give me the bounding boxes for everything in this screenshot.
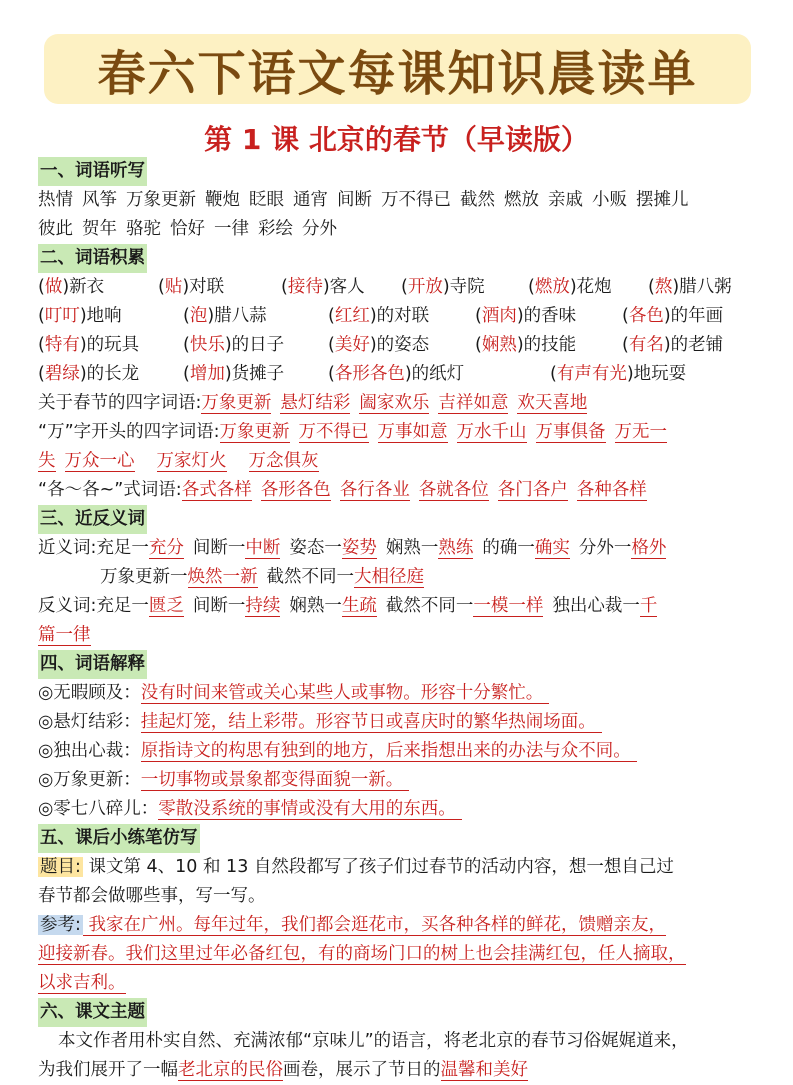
phrase-answer: 美好: [334, 335, 370, 355]
phrase-word: 的技能: [523, 335, 577, 355]
pair-word: 充足一: [96, 596, 149, 616]
antonym-line-2: 篇一律: [38, 625, 91, 645]
dictation-word: 一律: [214, 219, 249, 239]
dictation-line-1: [38, 186, 760, 215]
pair-word: 截然不同一: [266, 567, 354, 587]
section-title-4: 四、词语解释: [38, 650, 760, 679]
bracket: (: [648, 277, 655, 297]
pair-answer: 熟练: [438, 538, 474, 558]
dictation-word: 彩绘: [258, 219, 293, 239]
phrase-answer: 增加: [189, 364, 225, 384]
dictation-word: 燃放: [504, 190, 539, 210]
answer-word: 欢天喜地: [517, 393, 588, 413]
phrase-word: 对联: [189, 277, 225, 297]
answer-word: 各形各色: [260, 480, 331, 500]
word-pair: [482, 538, 570, 558]
phrase-answer: 有声有光: [556, 364, 627, 384]
phrase-word: 的香味: [523, 306, 577, 326]
phrase-item: [622, 302, 723, 331]
wan-words-line: “万”字开头的四字词语:万象更新 万不得已 万事如意 万水千山 万事俱备 万无一: [38, 422, 668, 442]
phrase-answer: 燃放: [534, 277, 570, 297]
pair-answer: 生疏: [341, 596, 377, 616]
synonym-line-2: [38, 563, 760, 592]
pair-answer: 大相径庭: [354, 567, 424, 587]
definition-item: [38, 679, 760, 708]
bracket: (: [38, 364, 45, 384]
pair-answer: 一模一样: [473, 596, 544, 616]
phrase-answer: 酒肉: [481, 306, 517, 326]
word-pair: [552, 596, 657, 616]
answer-word: 吉祥如意: [438, 393, 509, 413]
word-pair: [289, 596, 377, 616]
bracket: ): [322, 277, 330, 297]
theme-paragraph-line-2: 为我们展开了一幅老北京的民俗画卷，展示了节日的温馨和美好: [38, 1060, 528, 1080]
dictation-word: 通宵: [293, 190, 328, 210]
bracket: (: [328, 335, 335, 355]
dictation-word: 彼此: [38, 219, 73, 239]
definition-text: 没有时间来管或关心某些人或事物。形容十分繁忙。: [141, 683, 550, 704]
word-pair: [386, 596, 544, 616]
answer-word: 各种各样: [576, 480, 647, 500]
bracket: (: [38, 306, 45, 326]
definition-item: [38, 766, 760, 795]
dictation-word: 贺年: [82, 219, 117, 239]
bracket: ): [369, 306, 377, 326]
bracket: ): [626, 364, 634, 384]
word-pair: [96, 538, 184, 558]
answer-word: 万念俱灰: [248, 451, 319, 471]
section-title-5: 五、课后小练笔仿写: [38, 824, 760, 853]
bracket: (: [183, 364, 190, 384]
phrase-row: [38, 302, 760, 331]
phrase-word: 新衣: [69, 277, 105, 297]
definition-item: [38, 795, 760, 824]
bracket: (: [328, 364, 335, 384]
theme-paragraph-line-1: 本文作者用朴实自然、充满浓郁“京味儿”的语言，将老北京的春节习俗娓娓道来，: [58, 1031, 689, 1051]
phrase-word: 的老铺: [670, 335, 724, 355]
definition-term: ◎独出心裁：: [38, 741, 141, 761]
section-title-3: 三、近反义词: [38, 505, 760, 534]
answer-word: 悬灯结彩: [280, 393, 351, 413]
phrase-answer: 快乐: [189, 335, 225, 355]
phrase-item: [183, 302, 267, 331]
lesson-title: 第 1 课 北京的春节（早读版）: [204, 123, 589, 156]
answer-word: 万象更新: [201, 393, 272, 413]
definition-term: ◎悬灯结彩：: [38, 712, 141, 732]
dictation-word: 摆摊儿: [636, 190, 689, 210]
bracket: (: [622, 335, 629, 355]
phrase-row: [38, 273, 760, 302]
phrase-answer: 做: [44, 277, 63, 297]
dictation-word: 热情: [38, 190, 73, 210]
word-pair: [193, 596, 281, 616]
phrase-word: 货摊子: [231, 364, 285, 384]
phrase-word: 的日子: [231, 335, 285, 355]
phrase-word: 地玩耍: [633, 364, 687, 384]
reference-answer-line-1: 参考: 我家在广州。每年过年，我们都会逛花市，买各种各样的鲜花，馈赠亲友，: [40, 915, 666, 935]
phrase-row: [38, 360, 760, 389]
bracket: (: [401, 277, 408, 297]
worksheet-content: [38, 157, 760, 1085]
phrase-item: [38, 302, 122, 331]
dictation-word: 万象更新: [126, 190, 196, 210]
synonym-line-1: 近义词:充足一充分 间断一中断 姿态一姿势 娴熟一熟练 的确一确实 分外一格外: [38, 538, 667, 558]
definition-item: [38, 708, 760, 737]
bracket: (: [281, 277, 288, 297]
phrase-word: 的纸灯: [411, 364, 465, 384]
pair-word: 的确一: [482, 538, 535, 558]
bracket: ): [663, 306, 671, 326]
dictation-word: 间断: [337, 190, 372, 210]
phrase-answer: 接待: [287, 277, 323, 297]
bracket: (: [158, 277, 165, 297]
answer-word: 各门各户: [497, 480, 568, 500]
pair-word: 娴熟一: [385, 538, 439, 558]
pair-answer: 中断: [245, 538, 281, 558]
phrase-word: 花炮: [576, 277, 612, 297]
bracket: (: [183, 335, 190, 355]
bracket: ): [672, 277, 680, 297]
word-pair: [193, 538, 281, 558]
phrase-item: [475, 302, 576, 331]
answer-word: 万事俱备: [535, 422, 606, 442]
dictation-word: 骆驼: [126, 219, 161, 239]
bracket: (: [475, 306, 482, 326]
definition-text: 原指诗文的构思有独到的地方，后来指想出来的办法与众不同。: [141, 741, 637, 762]
bracket: ): [224, 335, 232, 355]
dictation-line-2: [38, 215, 760, 244]
answer-word: 万众一心: [64, 451, 135, 471]
phrase-word: 的对联: [376, 306, 430, 326]
bracket: (: [38, 335, 45, 355]
phrase-word: 的姿态: [376, 335, 430, 355]
phrase-item: [528, 273, 612, 302]
phrase-item: [328, 360, 464, 389]
phrase-item: [550, 360, 686, 389]
exercise-question-line-1: 题目: 课文第 4、10 和 13 自然段都写了孩子们过春节的活动内容，想一想自己过: [40, 857, 674, 877]
bracket: ): [516, 306, 524, 326]
pair-word: 娴熟一: [289, 596, 342, 616]
bracket: (: [550, 364, 557, 384]
bracket: ): [79, 364, 87, 384]
phrase-item: [328, 302, 429, 331]
bracket: ): [62, 277, 70, 297]
definition-term: ◎无暇顾及：: [38, 683, 141, 703]
dictation-word: 恰好: [170, 219, 205, 239]
phrase-answer: 叮叮: [44, 306, 80, 326]
pair-answer: 格外: [631, 538, 667, 558]
phrase-item: [328, 331, 429, 360]
answer-word: 万水千山: [456, 422, 527, 442]
word-pair: [100, 567, 258, 587]
answer-word: 万无一: [614, 422, 668, 442]
word-pair: [386, 538, 474, 558]
reference-answer-line-3: 以求吉利。: [38, 973, 126, 993]
bracket: ): [369, 335, 377, 355]
pair-word: 分外一: [578, 538, 632, 558]
ge-words-line: “各～各~”式词语:各式各样 各形各色 各行各业 各就各位 各门各户 各种各样: [38, 480, 647, 500]
definition-text: 一切事物或景象都变得面貌一新。: [141, 770, 410, 791]
answer-word: 各就各位: [418, 480, 489, 500]
definition-term: ◎零七八碎儿：: [38, 799, 159, 819]
pair-word: 间断一: [192, 596, 246, 616]
dictation-word: 万不得已: [381, 190, 451, 210]
pair-answer: 匮乏: [148, 596, 184, 616]
phrase-item: [158, 273, 224, 302]
bracket: ): [516, 335, 524, 355]
answer-word: 万家灯火: [156, 451, 227, 471]
phrase-answer: 特有: [44, 335, 80, 355]
word-pair: [579, 538, 667, 558]
pair-word: 万象更新一: [100, 567, 188, 587]
phrase-word: 的长龙: [86, 364, 140, 384]
phrase-word: 腊八粥: [679, 277, 732, 297]
bracket: ): [79, 306, 87, 326]
phrase-word: 的年画: [670, 306, 724, 326]
bracket: ): [207, 306, 215, 326]
pair-answer: 姿势: [341, 538, 377, 558]
bracket: ): [404, 364, 412, 384]
pair-word: 姿态一: [289, 538, 342, 558]
dictation-word: 风筝: [82, 190, 117, 210]
pair-answer: 充分: [148, 538, 184, 558]
word-pair: [289, 538, 377, 558]
answer-word: 万不得已: [298, 422, 369, 442]
section-title-2: 二、词语积累: [38, 244, 760, 273]
section-title-6: 六、课文主题: [38, 998, 760, 1027]
phrase-word: 客人: [329, 277, 365, 297]
bracket: (: [183, 306, 190, 326]
dictation-word: 亲戚: [548, 190, 583, 210]
definition-item: [38, 737, 760, 766]
pair-word: 独出心裁一: [552, 596, 640, 616]
definition-text: 挂起灯笼，结上彩带。形容节日或喜庆时的繁华热闹场面。: [141, 712, 602, 733]
bracket: ): [79, 335, 87, 355]
bracket: ): [224, 364, 232, 384]
answer-word: 阖家欢乐: [359, 393, 430, 413]
phrase-item: [38, 360, 139, 389]
reference-answer-line-2: 迎接新春。我们这里过年必备红包，有的商场门口的树上也会挂满红包，任人摘取，: [38, 944, 686, 964]
bracket: ): [182, 277, 190, 297]
phrase-item: [183, 331, 284, 360]
phrase-word: 腊八蒜: [214, 306, 267, 326]
pair-answer: 确实: [534, 538, 570, 558]
pair-answer: 焕然一新: [187, 567, 258, 587]
dictation-word: 鞭炮: [205, 190, 240, 210]
phrase-answer: 红红: [334, 306, 370, 326]
phrase-word: 地响: [86, 306, 122, 326]
antonym-line-1: 反义词:充足一匮乏 间断一持续 娴熟一生疏 截然不同一一模一样 独出心裁一千: [38, 596, 658, 616]
pair-answer: 千: [639, 596, 658, 616]
phrase-answer: 各色: [628, 306, 664, 326]
answer-word: 万事如意: [377, 422, 448, 442]
page-title: 春六下语文每课知识晨读单: [97, 45, 698, 102]
phrase-item: [281, 273, 365, 302]
pair-answer: 持续: [245, 596, 281, 616]
section-title-1: 一、词语听写: [38, 157, 760, 186]
answer-word: 各式各样: [181, 480, 252, 500]
definition-term: ◎万象更新：: [38, 770, 141, 790]
phrase-answer: 各形各色: [334, 364, 405, 384]
phrase-item: [183, 360, 284, 389]
phrase-item: [38, 273, 104, 302]
phrase-answer: 泡: [189, 306, 208, 326]
pair-word: 充足一: [96, 538, 149, 558]
title-banner: [44, 34, 751, 104]
bracket: ): [569, 277, 577, 297]
phrase-item: [622, 331, 723, 360]
phrase-item: [401, 273, 485, 302]
word-pair: [267, 567, 425, 587]
wan-words-line-2: 失 万众一心 万家灯火 万念俱灰: [38, 451, 319, 471]
definition-text: 零散没系统的事情或没有大用的东西。: [158, 799, 462, 820]
bracket: ): [442, 277, 450, 297]
phrase-item: [648, 273, 732, 302]
phrase-answer: 贴: [164, 277, 183, 297]
exercise-question-line-2: 春节都会做哪些事，写一写。: [38, 886, 266, 906]
bracket: ): [663, 335, 671, 355]
phrase-answer: 有名: [628, 335, 664, 355]
answer-word: 各行各业: [339, 480, 410, 500]
bracket: (: [38, 277, 45, 297]
phrase-item: [38, 331, 139, 360]
phrase-answer: 开放: [407, 277, 443, 297]
phrase-item: [475, 331, 576, 360]
bracket: (: [328, 306, 335, 326]
bracket: (: [528, 277, 535, 297]
phrase-word: 寺院: [449, 277, 485, 297]
bracket: (: [622, 306, 629, 326]
bracket: (: [475, 335, 482, 355]
phrase-row: [38, 331, 760, 360]
pair-word: 间断一: [192, 538, 246, 558]
pair-word: 截然不同一: [385, 596, 474, 616]
phrase-answer: 熬: [654, 277, 673, 297]
dictation-word: 眨眼: [249, 190, 284, 210]
dictation-word: 分外: [302, 219, 337, 239]
word-pair: [96, 596, 184, 616]
dictation-word: 截然: [460, 190, 495, 210]
answer-word: 万象更新: [219, 422, 290, 442]
phrase-word: 的玩具: [86, 335, 140, 355]
dictation-word: 小贩: [592, 190, 627, 210]
phrase-answer: 碧绿: [44, 364, 80, 384]
four-char-words-line: 关于春节的四字词语:万象更新 悬灯结彩 阖家欢乐 吉祥如意 欢天喜地: [38, 393, 588, 413]
phrase-answer: 娴熟: [481, 335, 517, 355]
